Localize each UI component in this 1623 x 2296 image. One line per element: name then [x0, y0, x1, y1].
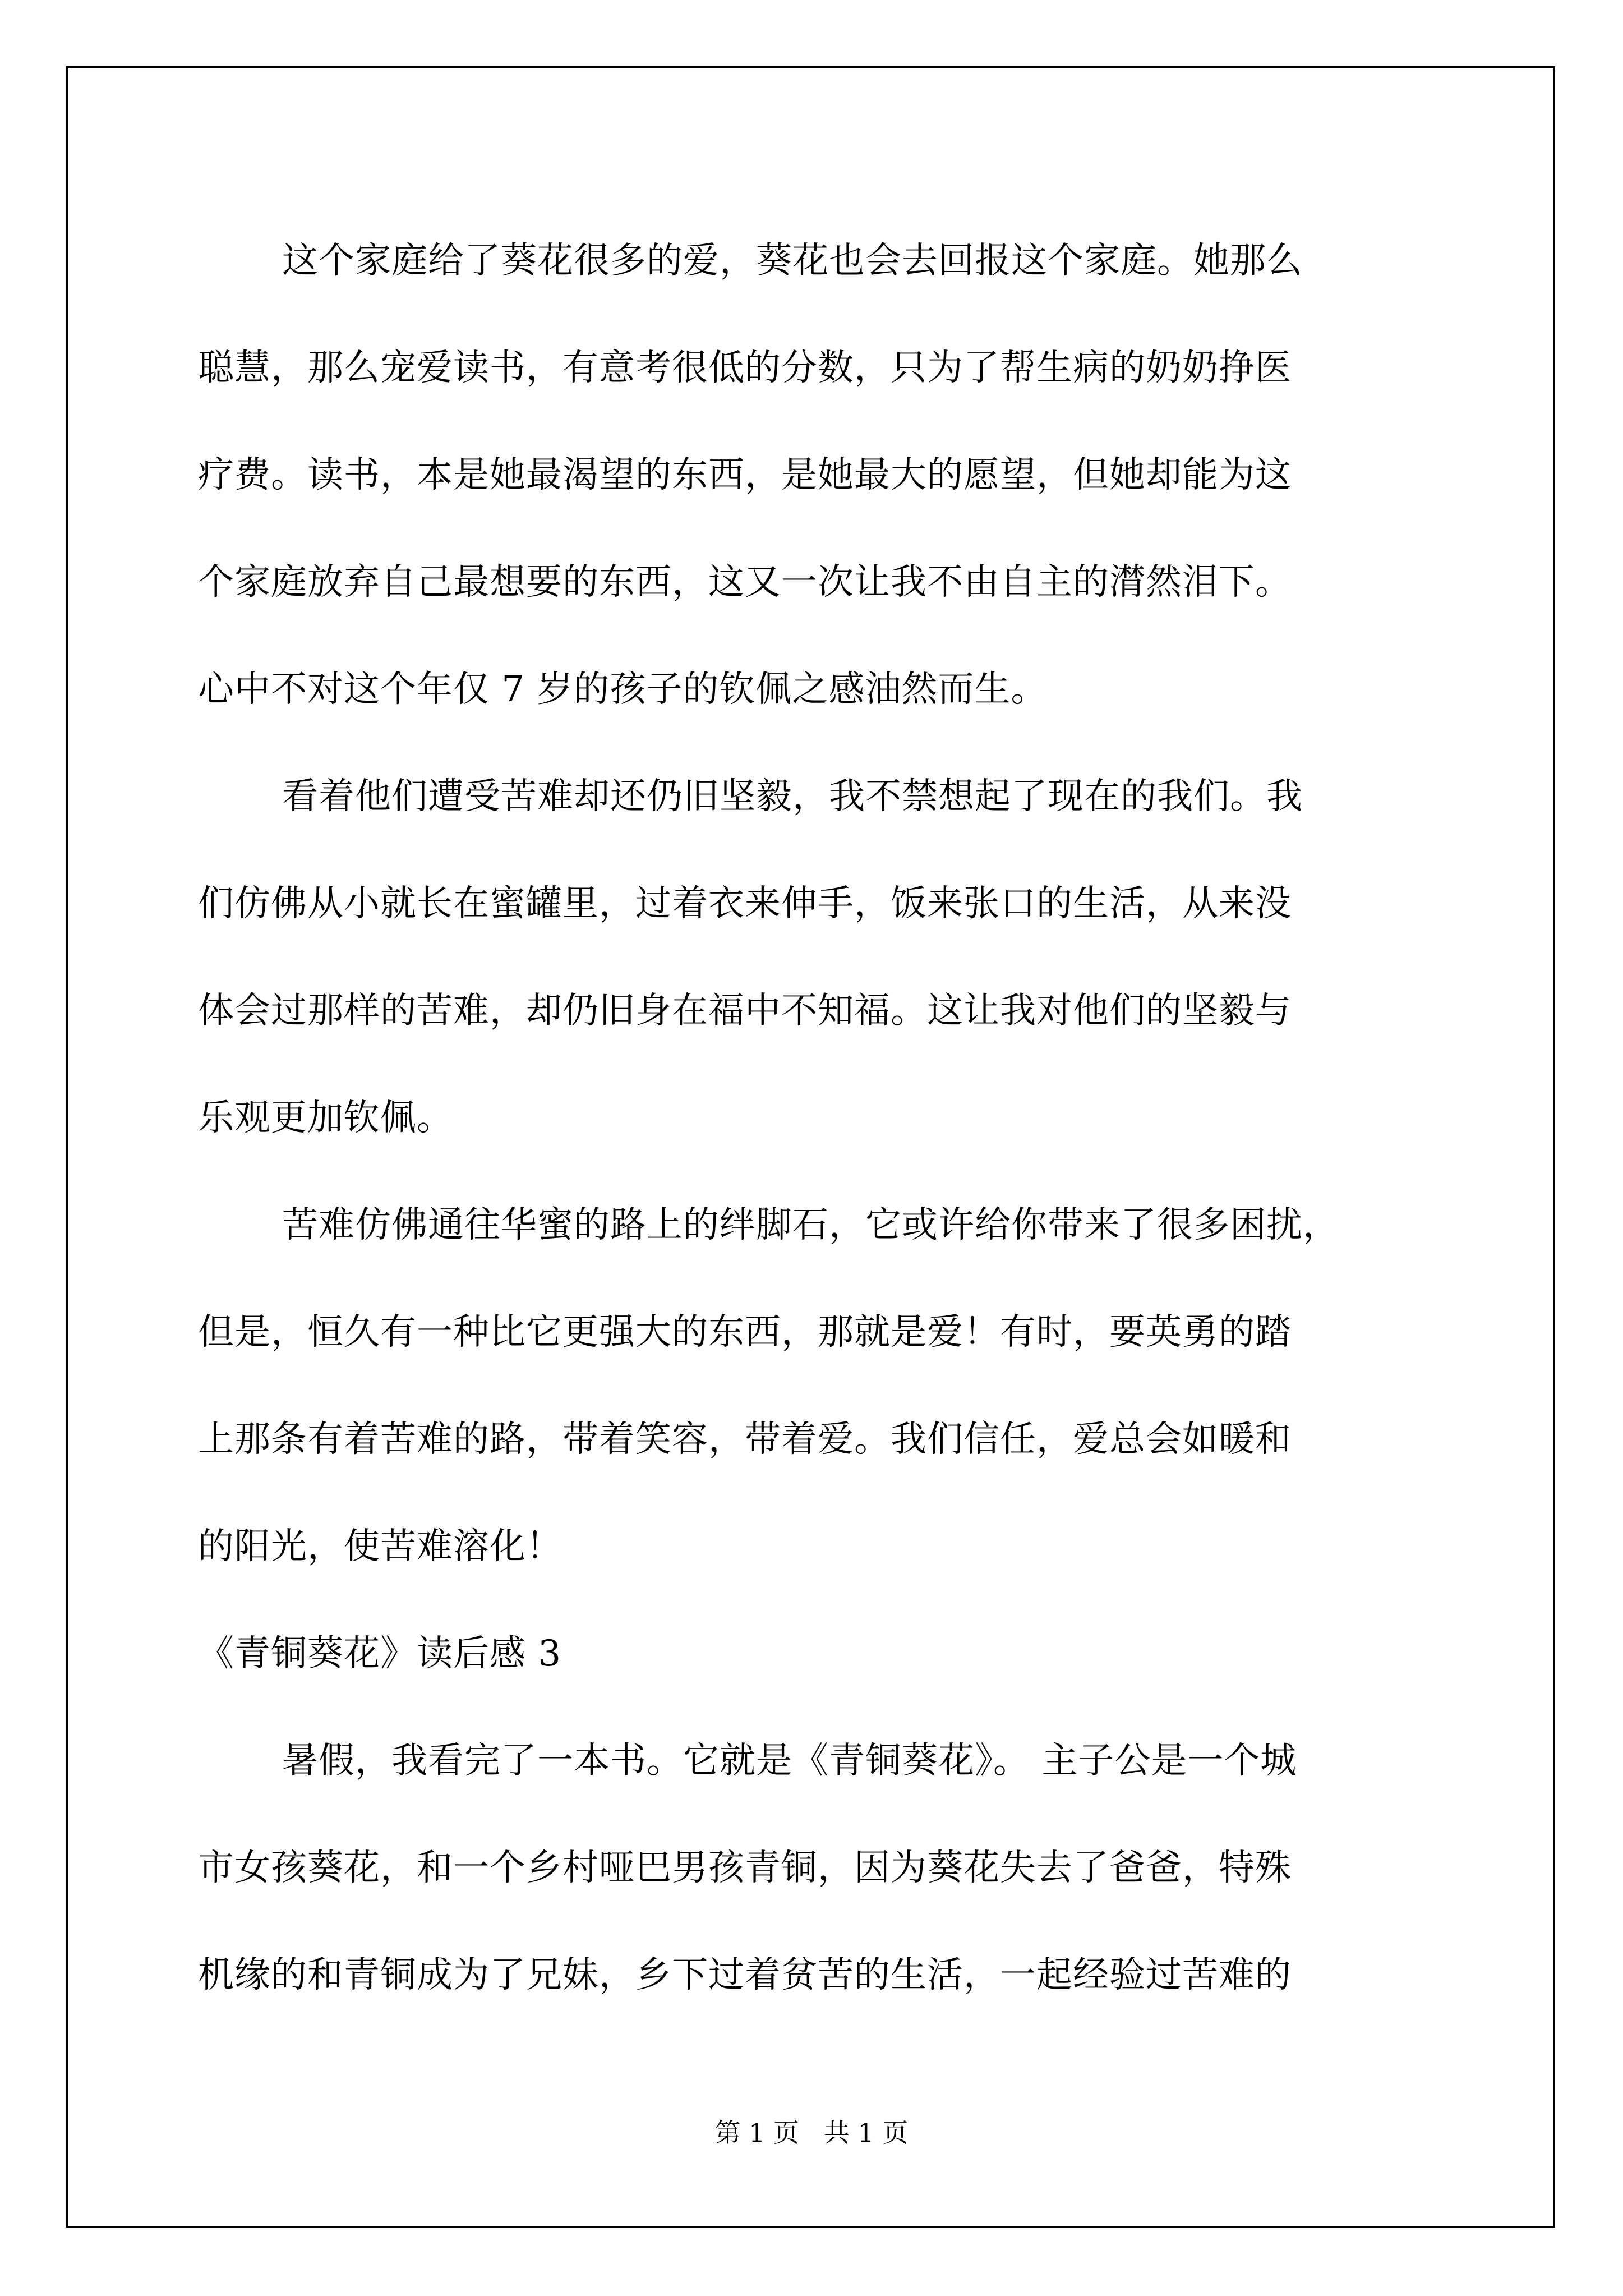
paragraph-3-line-1: 苦难仿佛通往华蜜的路上的绊脚石，它或许给你带来了很多困扰，: [282, 1204, 1339, 1246]
paragraph-1-line-4: 个家庭放弃自己最想要的东西，这又一次让我不由自主的潸然泪下。: [198, 562, 1292, 603]
paragraph-3-line-2: 但是，恒久有一种比它更强大的东西，那就是爱！有时，要英勇的踏: [198, 1312, 1292, 1353]
paragraph-2-line-1: 看着他们遭受苦难却还仍旧坚毅，我不禁想起了现在的我们。我: [282, 776, 1303, 817]
paragraph-4-line-3: 机缘的和青铜成为了兄妹，乡下过着贫苦的生活，一起经验过苦难的: [198, 1954, 1292, 1996]
paragraph-3-line-3: 上那条有着苦难的路，带着笑容，带着爱。我们信任，爱总会如暖和: [198, 1419, 1292, 1460]
paragraph-3-line-4: 的阳光，使苦难溶化！: [198, 1526, 562, 1567]
paragraph-1-line-3: 疗费。读书，本是她最渴望的东西，是她最大的愿望，但她却能为这: [198, 454, 1292, 496]
document-body: [198, 208, 1432, 2029]
paragraph-2-line-2: 们仿佛从小就长在蜜罐里，过着衣来伸手，饭来张口的生活，从来没: [198, 883, 1292, 924]
paragraph-2-line-3: 体会过那样的苦难，却仍旧身在福中不知福。这让我对他们的坚毅与: [198, 990, 1292, 1032]
paragraph-1-line-2: 聪慧，那么宠爱读书，有意考很低的分数，只为了帮生病的奶奶挣医: [198, 347, 1292, 389]
paragraph-2-line-4: 乐观更加钦佩。: [198, 1097, 453, 1139]
paragraph-1-line-5: 心中不对这个年仅 7 岁的孩子的钦佩之感油然而生。: [198, 669, 1048, 710]
paragraph-4-line-1: 暑假，我看完了一本书。它就是《青铜葵花》。 主子公是一个城: [282, 1740, 1297, 1782]
paragraph-1-line-1: 这个家庭给了葵花很多的爱，葵花也会去回报这个家庭。她那么: [282, 240, 1303, 282]
section-heading: 《青铜葵花》读后感 3: [198, 1633, 562, 1674]
paragraph-4-line-2: 市女孩葵花，和一个乡村哑巴男孩青铜，因为葵花失去了爸爸，特殊: [198, 1847, 1292, 1889]
page-number-footer: 第 1 页 共 1 页: [714, 2118, 909, 2148]
